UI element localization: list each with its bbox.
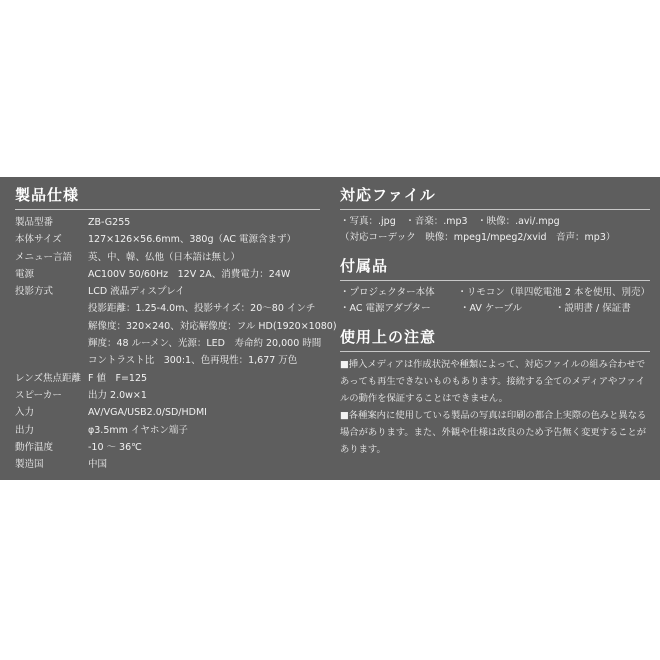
accessories-divider	[340, 280, 650, 281]
caution-divider	[340, 351, 650, 352]
files-codecs: （対応コーデック 映像：mpeg1/mpeg2/xvid 音声：mp3）	[340, 232, 616, 243]
caution-title: 使用上の注意	[340, 328, 437, 346]
spec-divider	[15, 209, 320, 210]
spec-value: 英、中、韓、仏他（日本語は無し）	[88, 251, 241, 263]
info-column	[340, 185, 650, 458]
spec-label	[15, 300, 88, 317]
spec-label: 本体サイズ	[15, 234, 62, 246]
caution-note-2: ■各種案内に使用している製品の写真は印刷の都合上実際の色みと異なる場合があります。また、外観や仕様は改良のため予告無く変更することがあります。	[340, 410, 647, 455]
spec-row	[15, 214, 320, 231]
spec-value: 投影距離：1.25-4.0m、投影サイズ：20～80 インチ	[88, 303, 316, 315]
spec-label: 動作温度	[15, 441, 54, 453]
spec-value: LCD 液晶ディスプレイ	[88, 286, 185, 298]
spec-column	[15, 185, 337, 473]
spec-label: 製品型番	[15, 217, 54, 228]
spec-value: コントラスト比 300:1、色再現性：1,677 万色	[88, 355, 298, 367]
spec-row	[15, 439, 320, 456]
spec-row	[15, 387, 320, 404]
spec-label: スピーカー	[15, 389, 62, 401]
spec-row	[15, 249, 320, 266]
spec-label: 電源	[15, 268, 35, 280]
spec-row	[15, 335, 320, 352]
spec-value: AV/VGA/USB2.0/SD/HDMI	[88, 407, 207, 419]
spec-label	[15, 335, 88, 352]
spec-value: 輝度：48 ルーメン、光源：LED 寿命約 20,000 時間	[88, 338, 322, 350]
accessory-item: ・プロジェクター本体	[340, 287, 435, 298]
spec-label: 製造国	[15, 459, 44, 471]
accessories-row-2	[340, 301, 650, 317]
spec-label: 入力	[15, 407, 35, 419]
spec-row	[15, 404, 320, 421]
spec-row	[15, 456, 320, 473]
spec-row	[15, 370, 320, 387]
spec-value: ZB-G255	[88, 217, 131, 228]
accessories-row-1	[340, 285, 650, 301]
spec-label: メニュー言語	[15, 251, 73, 263]
accessory-item: ・AV ケーブル	[460, 303, 523, 314]
accessory-item: ・AC 電源アダプター	[340, 303, 431, 314]
spec-table	[15, 214, 337, 473]
spec-value: 中国	[88, 459, 108, 471]
spec-value: 出力 2.0w×1	[88, 389, 147, 401]
files-formats: ・写真：.jpg ・音楽：.mp3 ・映像：.avi/.mpg	[340, 216, 560, 227]
accessories-title: 付属品	[340, 257, 389, 275]
spec-title: 製品仕様	[15, 186, 80, 204]
spec-value: 127×126×56.6mm、380g（AC 電源含まず）	[88, 234, 296, 246]
spec-row	[15, 231, 320, 248]
spec-row	[15, 300, 320, 317]
spec-value: F 値 F=125	[88, 372, 148, 384]
spec-label: レンズ焦点距離	[15, 372, 81, 384]
spec-row	[15, 283, 320, 300]
spec-label	[15, 352, 88, 369]
spec-row	[15, 352, 320, 369]
spec-value: AC100V 50/60Hz 12V 2A、消費電力：24W	[88, 268, 291, 280]
spec-row	[15, 266, 320, 283]
spec-row	[15, 318, 337, 335]
accessory-item: ・説明書 / 保証書	[555, 303, 631, 314]
caution-note-1: ■挿入メディアは作成状況や種類によって、対応ファイルの組み合わせであっても再生できないものもあります。接続する全てのメディアやファイルの動作を保証することはできません。	[340, 359, 646, 404]
spec-value: 解像度：320×240、対応解像度：フル HD(1920×1080)	[88, 320, 337, 332]
accessory-item: ・リモコン（単四乾電池 2 本を使用、別売）	[457, 287, 650, 298]
spec-value: -10 ～ 36℃	[88, 441, 142, 453]
spec-label	[15, 318, 88, 335]
spec-value: φ3.5mm イヤホン端子	[88, 424, 188, 436]
spec-row	[15, 422, 320, 439]
spec-label: 投影方式	[15, 286, 54, 298]
files-divider	[340, 209, 650, 210]
files-title: 対応ファイル	[340, 186, 436, 204]
spec-label: 出力	[15, 424, 35, 436]
